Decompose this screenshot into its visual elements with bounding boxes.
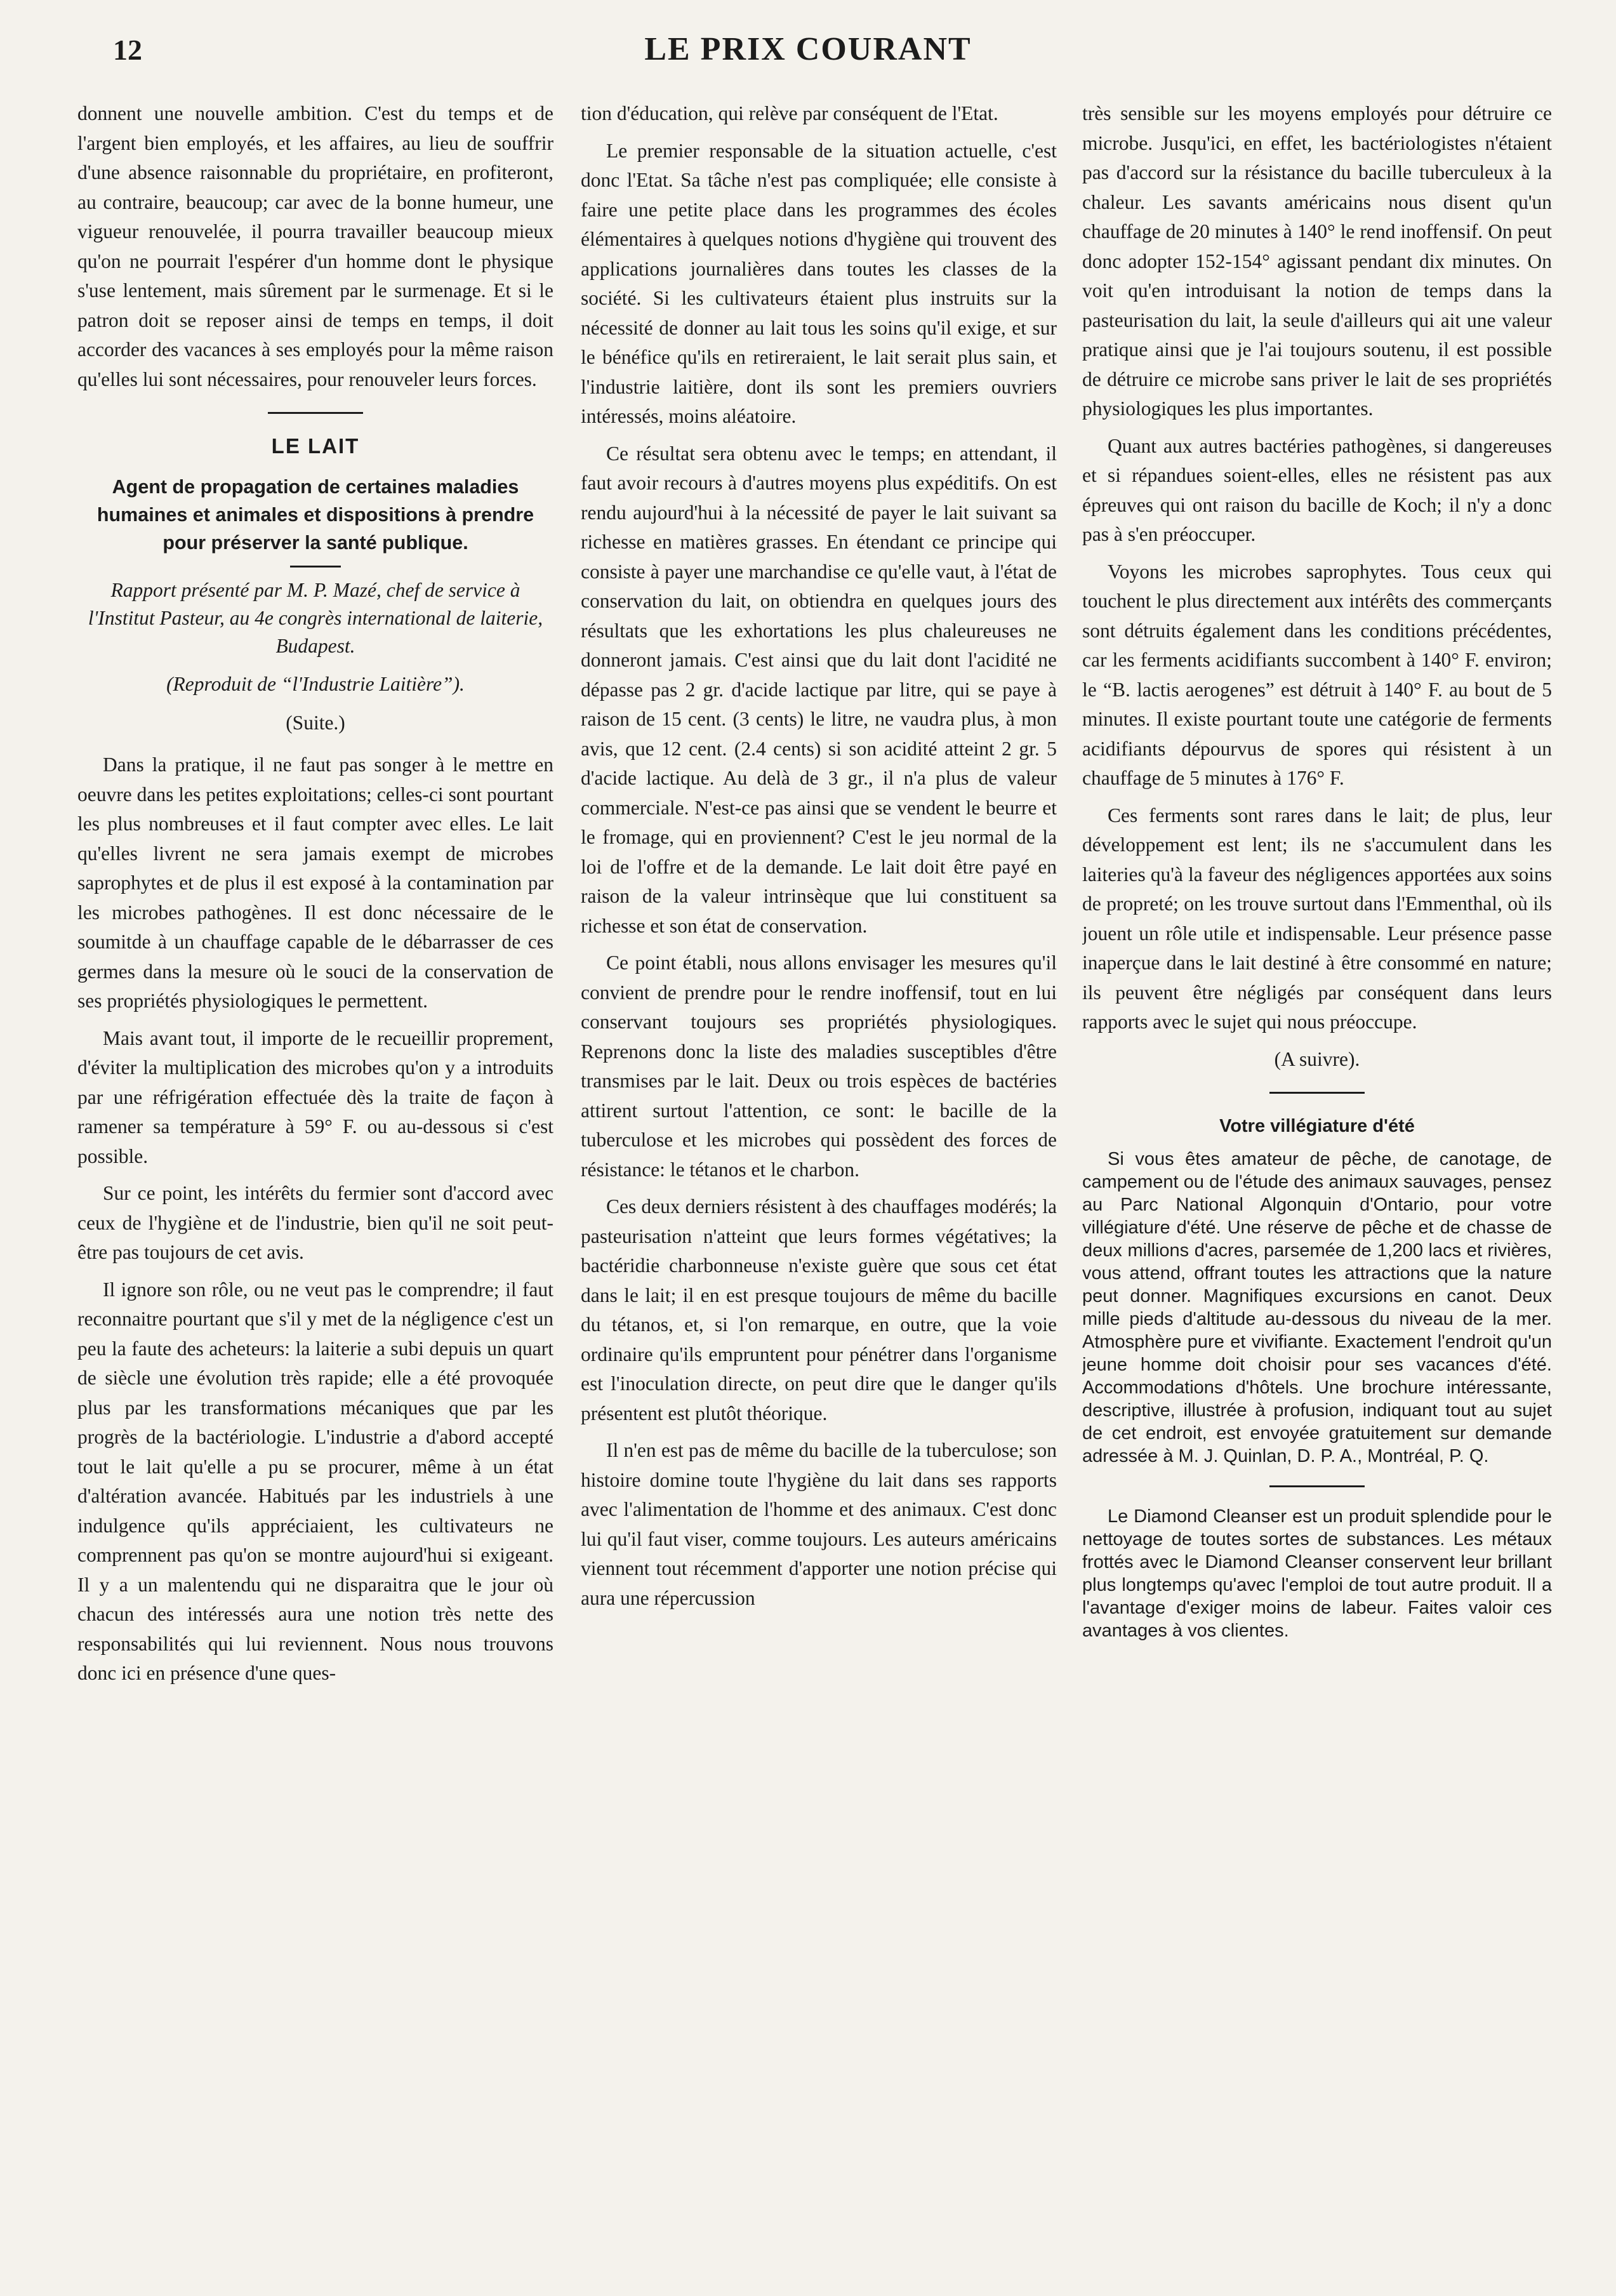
to-follow-label: (A suivre). xyxy=(1274,1047,1360,1070)
article-byline: Rapport présenté par M. P. Mazé, chef de service à l'Institut Pasteur, au 4e congrès international de laiterie, Budapest. xyxy=(88,578,543,657)
notice-title: Votre villégiature d'été xyxy=(1219,1116,1415,1136)
article-title: LE LAIT xyxy=(271,434,360,458)
column-1 xyxy=(77,99,553,2270)
masthead-title: LE PRIX COURANT xyxy=(644,31,972,67)
article-source: (Reproduit de “l'Industrie Laitière”). xyxy=(166,672,465,695)
paragraph: Voyons les microbes saprophytes. Tous ceux qui touchent le plus directement aux intérêts des commerçants sont détruits également dans les conditions précédentes, car les ferments acidifiants succombent à 140° F. environ; le “B. lactis aerogenes” est détruit à 140° F. au bout de 5 minutes. Il existe pourtant toute une catégorie de ferments acidifiants dépourvus de spores qui résistent à un chauffage de 5 minutes à 176° F. xyxy=(1082,560,1552,789)
notice-text: Le Diamond Cleanser est un produit splendide pour le nettoyage de toutes sortes de substances. Les métaux frottés avec le Diamond Cleanser conservent leur brillant plus longtemps qu'avec l'emploi de tout autre produit. Il a l'avantage d'exiger moins de labeur. Faites valoir ces avantages à vos clientes. xyxy=(1082,1506,1552,1641)
column-2 xyxy=(581,99,1057,2270)
continued-label: (Suite.) xyxy=(286,711,345,734)
paragraph: très sensible sur les moyens employés pour détruire ce microbe. Jusqu'ici, en effet, les bactériologistes n'étaient pas d'accord sur la résistance du bacille tuberculeux à la chaleur. Les savants américains nous disent qu'un chauffage de 20 minutes à 140° le rend inoffensif. On peut donc adopter 152-154° agissant pendant dix minutes. On voit qu'en introduisant la notion de temps dans la pasteurisation du lait, la seule d'ailleurs qui ait une valeur pratique ainsi que je l'ai toujours soutenu, il est possible de détruire ce microbe sans priver le lait de ses propriétés physiologiques les plus importantes. xyxy=(1082,102,1552,420)
divider xyxy=(1269,1485,1365,1487)
notice-vacation xyxy=(1082,1148,1552,1468)
paragraph: Quant aux autres bactéries pathogènes, si dangereuses et si répandues soient-elles, elles ne résistent pas aux épreuves qui ont raison du bacille de Koch; il n'y a donc pas à s'en préoccuper. xyxy=(1082,434,1552,545)
column-3 xyxy=(1082,99,1552,2270)
paragraph: Ces ferments sont rares dans le lait; de plus, leur développement est lent; ils ne s'accumulent dans les laiteries qu'à la faveur des négligences apportées aux soins de propreté; on les trouve surtout dans l'Emmenthal, où ils jouent un rôle utile et indispensable. Leur présence passe inaperçue dans le lait destiné à être consommé en nature; ils peuvent être négligés par conséquent dans leurs rapports avec le sujet qui nous préoccupe. xyxy=(1082,804,1552,1033)
paragraph: donnent une nouvelle ambition. C'est du temps et de l'argent bien employés, et les affaires, au lieu de souffrir d'une absence raisonnable du propriétaire, en profiteront, au contraire, beaucoup; car avec de la bonne humeur, une vigueur renouvelée, il pourra travailler beaucoup mieux qu'on ne pourrait l'espérer d'un homme dont le physique s'use lentement, mais sûrement par le surmenage. Et si le patron doit se reposer ainsi de temps en temps, il doit accorder des vacances à ses employés pour la même raison qu'elles lui sont nécessaires, pour renouveler leurs forces. xyxy=(77,102,553,390)
paragraph: Il n'en est pas de même du bacille de la tuberculose; son histoire domine toute l'hygiène du lait dans ses rapports avec l'alimentation de l'homme et des animaux. C'est donc lui qu'il faut viser, comme toujours. Les auteurs américains viennent tout récemment d'apporter une notion précise qui aura une répercussion xyxy=(581,1439,1057,1609)
paragraph: Ce résultat sera obtenu avec le temps; en attendant, il faut avoir recours à d'autres moyens plus expéditifs. On est rendu aujourd'hui à la nécessité de payer le lait suivant sa richesse en matières grasses. En étendant ce principe qui consiste à payer une marchandise ce qu'elle vaut, à l'état de conservation du lait, on obtiendra en quelques jours des résultats que les exhortations les plus chaleureuses ne donneront jamais. C'est ainsi que du lait dont l'acidité ne dépasse pas 2 gr. d'acide lactique par litre, qui se paye à raison de 15 cent. (3 cents) le litre, ne vaudra plus, à mon avis, que 12 cent. (2.4 cents) si son acidité atteint 2 gr. 5 d'acide lactique. Au delà de 3 gr., il n'a plus de valeur commerciale. N'est-ce pas ainsi que se vendent le beurre et le fromage, qui en proviennent? C'est le jeu normal de la loi de l'offre et de la demande. Le lait doit être payé en raison de la valeur intrinsèque que lui constituent sa richesse et son état de conservation. xyxy=(581,442,1057,937)
divider xyxy=(290,566,341,567)
paragraph: Dans la pratique, il ne faut pas songer à le mettre en oeuvre dans les petites exploitations; celles-ci sont pourtant les plus nombreuses et il faut compter avec elles. Le lait qu'elles livrent ne sera jamais exempt de microbes saprophytes et de plus il est exposé à la contamination par les microbes pathogènes. Il est donc nécessaire de le soumitde à un chauffage capable de le débarrasser de ces germes dans la mesure où le souci de la conservation de ses propriétés physiologiques le permettent. xyxy=(77,753,553,1012)
paragraph: tion d'éducation, qui relève par conséquent de l'Etat. xyxy=(581,102,998,124)
paragraph: Il ignore son rôle, ou ne veut pas le comprendre; il faut reconnaitre pourtant que s'il y met de la négligence c'est un peu la faute des acheteurs: la laiterie a subi depuis un quart de siècle une évolution très rapide; elle a été provoquée plus par les transformations mécaniques que par les progrès de la bactériologie. L'industrie a d'abord accepté tout le lait qu'elle a pu se procurer, même à un état d'altération avancée. Habitués par les industriels à une indulgence qu'ils appréciaient, les cultivateurs ne comprennent pas qu'on se montre aujourd'hui si exigeant. Il y a un malentendu qui ne disparaitra que le jour où chacun des intéressés aura une notion très nette des responsabilités qui lui reviennent. Nous nous trouvons donc ici en présence d'une ques- xyxy=(77,1278,553,1684)
article-subtitle: Agent de propagation de certaines maladies humaines et animales et dispositions à prendre pour préserver la santé publique. xyxy=(96,475,534,554)
notice-text: Si vous êtes amateur de pêche, de canotage, de campement ou de l'étude des animaux sauvages, pensez au Parc National Algonquin d'Ontario, pour votre villégiature d'été. Une réserve de pêche et de chasse de deux millions d'acres, parsemée de 1,200 lacs et rivières, vous attend, offrant toutes les attractions que la nature peut donner. Magnifiques excursions en canot. Deux mille pieds d'altitude au-dessous du niveau de la mer. Atmosphère pure et vivifiante. Exactement l'endroit qu'un jeune homme doit choisir pour ses vacances d'été. Accommodations d'hôtels. Une brochure intéressante, descriptive, illustrée à profusion, indiquant tout au sujet de cet endroit, est envoyée gratuitement sur demande adressée à M. J. Quinlan, D. P. A., Montréal, P. Q. xyxy=(1082,1148,1552,1466)
notice-diamond-cleanser xyxy=(1082,1505,1552,1642)
paragraph: Ce point établi, nous allons envisager les mesures qu'il convient de prendre pour le rendre inoffensif, tout en lui conservant toujours ses propriétés physiologiques. Reprenons donc la liste des maladies susceptibles d'être transmises par le lait. Deux ou trois espèces de bactéries attirent surtout l'attention, ce sont: le bacille de la tuberculose et les microbes qui possèdent des forces de résistance: le tétanos et le charbon. xyxy=(581,952,1057,1181)
paragraph: Ces deux derniers résistent à des chauffages modérés; la pasteurisation n'atteint que leurs formes végétatives; la bactéridie charbonneuse n'existe guère que sous cet état dans le lait; il en est presque toujours de même du bacille du tétanos, et, si l'on remarque, en outre, que la voie ordinaire qu'ils empruntent pour pénétrer dans l'organisme est l'inoculation directe, on peut dire que le danger qu'ils présentent est plutôt théorique. xyxy=(581,1195,1057,1424)
divider xyxy=(1269,1092,1365,1094)
paragraph: Mais avant tout, il importe de le recueillir proprement, d'éviter la multiplication des microbes qu'on y a introduits par une réfrigération effectuée dès la traite de façon à ramener sa température à 59° F. ou au-dessous si c'est possible. xyxy=(77,1026,553,1167)
paragraph: Le premier responsable de la situation actuelle, c'est donc l'Etat. Sa tâche n'est pas compliquée; elle consiste à faire une petite place dans les programmes des écoles élémentaires à quelques notions d'hygiène qui trouvent des applications journalières dans toutes les classes de la société. Si les cultivateurs étaient plus instruits sur la nécessité de donner au lait tous les soins qu'il exige, et sur le bénéfice qu'ils en retireraient, le lait serait plus sain, et l'industrie laitière, dont ils sont les premiers ouvriers intéressés, moins aléatoire. xyxy=(581,139,1057,427)
paragraph: Sur ce point, les intérêts du fermier sont d'accord avec ceux de l'hygiène et de l'industrie, bien qu'il ne soit peut-être pas toujours de cet avis. xyxy=(77,1182,553,1263)
page-number: 12 xyxy=(113,34,142,66)
divider xyxy=(268,412,363,414)
